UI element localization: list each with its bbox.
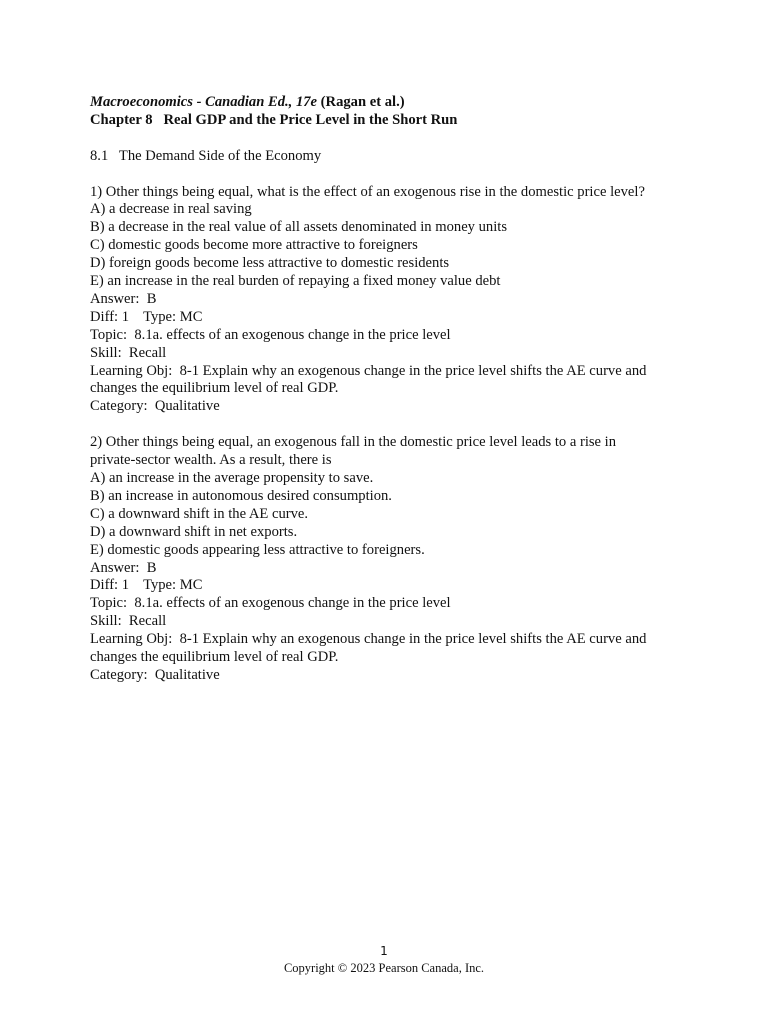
answer-option-b: B) a decrease in the real value of all assets denominated in money units [90, 219, 507, 236]
question-type: Type: MC [143, 577, 203, 594]
question-1 [90, 184, 690, 417]
book-authors: (Ragan et al.) [320, 94, 405, 110]
topic: Topic: 8.1a. effects of an exogenous change in the price level [90, 326, 451, 343]
question-stem: 1) Other things being equal, what is the effect of an exogenous rise in the domestic price level? [90, 183, 645, 200]
document-body [90, 94, 690, 685]
difficulty: Diff: 1 [90, 577, 130, 594]
question-2 [90, 434, 690, 685]
skill: Skill: Recall [90, 613, 167, 630]
question-type: Type: MC [143, 308, 203, 325]
answer-option-e: E) domestic goods appearing less attractive to foreigners. [90, 541, 425, 558]
topic: Topic: 8.1a. effects of an exogenous change in the price level [90, 595, 451, 612]
answer-option-a: A) a decrease in real saving [90, 201, 252, 218]
category: Category: Qualitative [90, 398, 220, 415]
answer-key: Answer: B [90, 290, 157, 307]
answer-option-e: E) an increase in the real burden of repaying a fixed money value debt [90, 273, 501, 290]
answer-option-c: C) domestic goods become more attractive to foreigners [90, 237, 418, 254]
book-title: Macroeconomics - Canadian Ed., 17e [90, 94, 318, 110]
section-heading: 8.1 The Demand Side of the Economy [90, 147, 322, 164]
book-title-line [90, 94, 690, 112]
question-stem-continued: private-sector wealth. As a result, there is [90, 452, 332, 469]
page-number: 1 [380, 944, 388, 958]
answer-option-d: D) a downward shift in net exports. [90, 523, 298, 540]
learning-objective: Learning Obj: 8-1 Explain why an exogenous change in the price level shifts the AE curve and [90, 631, 647, 648]
answer-option-d: D) foreign goods become less attractive to domestic residents [90, 255, 450, 272]
chapter-title: Chapter 8 Real GDP and the Price Level in the Short Run [90, 111, 458, 128]
difficulty-type-line [90, 309, 690, 327]
copyright-notice: Copyright © 2023 Pearson Canada, Inc. [283, 961, 485, 975]
answer-option-a: A) an increase in the average propensity to save. [90, 469, 374, 486]
answer-option-c: C) a downward shift in the AE curve. [90, 505, 309, 522]
learning-objective-continued: changes the equilibrium level of real GDP. [90, 380, 339, 397]
skill: Skill: Recall [90, 344, 167, 361]
answer-option-b: B) an increase in autonomous desired consumption. [90, 487, 392, 504]
learning-objective: Learning Obj: 8-1 Explain why an exogenous change in the price level shifts the AE curve and [90, 362, 647, 379]
category: Category: Qualitative [90, 666, 220, 683]
question-stem: 2) Other things being equal, an exogenous fall in the domestic price level leads to a rise in [90, 434, 617, 451]
difficulty-type-line [90, 577, 690, 595]
learning-objective-continued: changes the equilibrium level of real GDP. [90, 649, 339, 666]
answer-key: Answer: B [90, 559, 157, 576]
difficulty: Diff: 1 [90, 308, 130, 325]
